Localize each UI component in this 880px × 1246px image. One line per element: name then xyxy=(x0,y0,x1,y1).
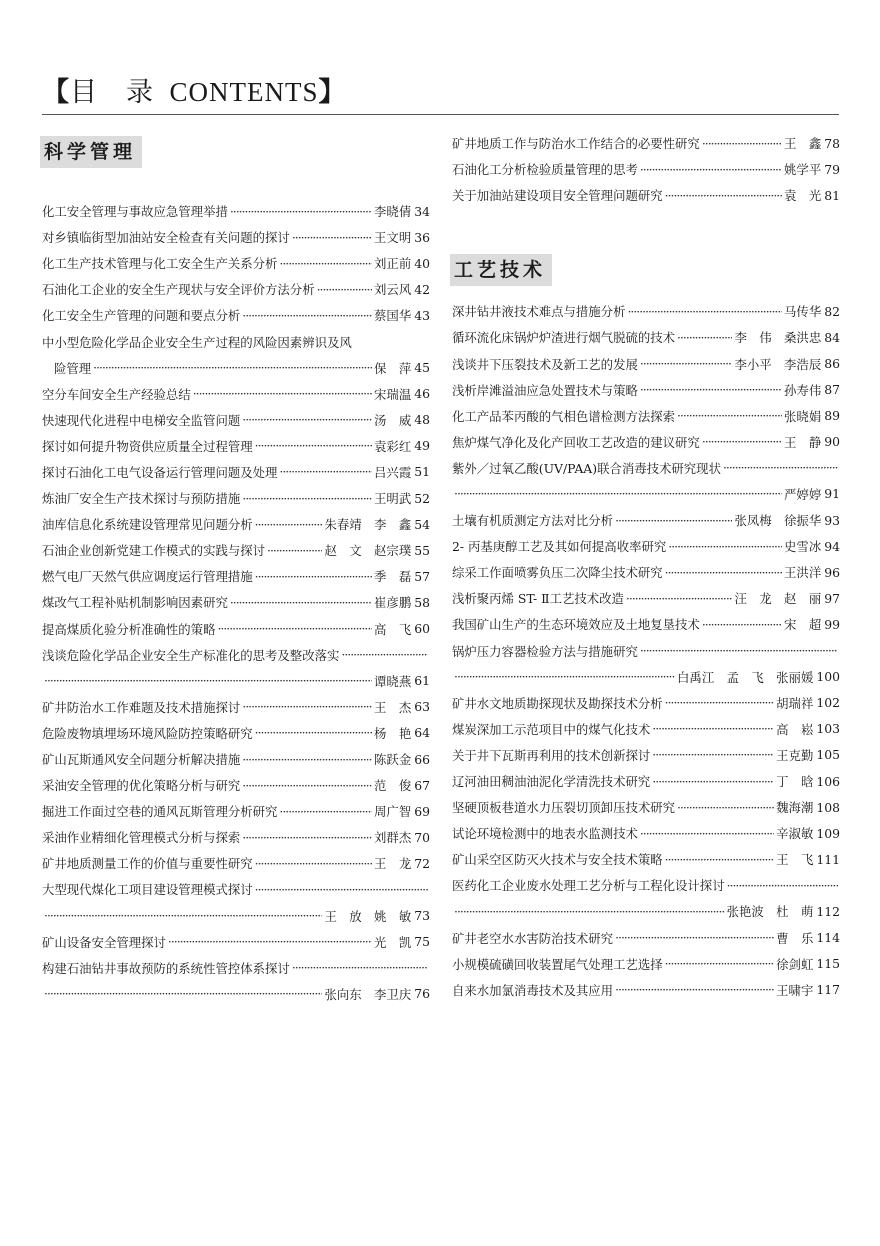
entry-title: 矿山设备安全管理探讨 xyxy=(42,934,166,950)
entry-page: 114 xyxy=(816,930,840,946)
dot-leader xyxy=(242,752,372,767)
entry-page: 43 xyxy=(414,307,430,323)
entry-authors: 张向东 李卫庆 xyxy=(324,986,412,1002)
entry-page: 100 xyxy=(816,669,840,685)
entry-authors: 蔡国华 xyxy=(374,308,412,324)
entry-page: 106 xyxy=(816,773,840,789)
entry-page: 93 xyxy=(824,512,840,528)
entry-authors: 刘正前 xyxy=(374,256,412,272)
toc-entry[interactable] xyxy=(452,951,840,977)
entry-page: 45 xyxy=(414,360,430,376)
entry-title: 锅炉压力容器检验方法与措施研究 xyxy=(452,643,638,659)
entry-authors: 季 磊 xyxy=(374,569,412,585)
dot-leader xyxy=(665,956,775,971)
entry-authors: 魏海潮 xyxy=(776,800,814,816)
entry-title: 浅谈井下压裂技术及新工艺的发展 xyxy=(452,356,638,372)
entry-title: 中小型危险化学品企业安全生产过程的风险因素辨识及风 xyxy=(42,334,352,350)
toc-entry[interactable] xyxy=(452,403,840,429)
toc-entry[interactable] xyxy=(452,182,840,208)
toc-entry[interactable] xyxy=(42,328,430,354)
dot-leader xyxy=(677,408,782,423)
entry-page: 63 xyxy=(414,699,430,715)
dot-leader xyxy=(454,904,725,919)
toc-entry[interactable] xyxy=(452,507,840,533)
bracket-open: 【 xyxy=(42,77,70,107)
entry-title: 我国矿山生产的生态环境效应及土地复垦技术 xyxy=(452,617,700,633)
entry-page: 81 xyxy=(824,187,840,203)
entry-page: 111 xyxy=(816,851,840,867)
entry-page: 48 xyxy=(414,412,430,428)
entry-title: 小规模硫磺回收装置尾气处理工艺选择 xyxy=(452,956,663,972)
dot-leader xyxy=(217,621,372,636)
entry-title: 煤改气工程补贴机制影响因素研究 xyxy=(42,595,228,611)
toc-entry[interactable] xyxy=(452,298,840,324)
dot-leader xyxy=(193,386,372,401)
entry-title: 炼油厂安全生产技术探讨与预防措施 xyxy=(42,491,241,507)
entry-authors: 张凤梅 徐振华 xyxy=(734,513,822,529)
entry-page: 89 xyxy=(824,408,840,424)
entry-authors: 孙寿伟 xyxy=(784,382,822,398)
entry-title: 综采工作面喷雾负压二次降尘技术研究 xyxy=(452,565,663,581)
entry-authors: 马传华 xyxy=(784,304,822,320)
section-heading-science-management: 科学管理 xyxy=(40,136,142,168)
entry-page: 49 xyxy=(414,438,430,454)
toc-entry[interactable] xyxy=(42,563,430,589)
dot-leader xyxy=(615,982,774,997)
entry-title: 化工生产技术管理与化工安全生产关系分析 xyxy=(42,256,278,272)
entry-page: 61 xyxy=(414,673,430,689)
toc-entry[interactable] xyxy=(452,977,840,1003)
entry-title: 采油作业精细化管理模式分析与探索 xyxy=(42,830,241,846)
toc-entry[interactable] xyxy=(42,355,430,381)
entry-page: 117 xyxy=(816,982,840,998)
dot-leader xyxy=(44,908,322,923)
toc-entry[interactable] xyxy=(452,350,840,376)
entry-authors: 吕兴霞 xyxy=(374,464,412,480)
entry-page: 64 xyxy=(414,725,430,741)
entry-page: 76 xyxy=(414,986,430,1002)
entry-page: 103 xyxy=(816,721,840,737)
toc-entry[interactable] xyxy=(42,981,430,1007)
entry-authors: 王 放 姚 敏 xyxy=(324,908,412,924)
entry-authors: 刘云风 xyxy=(374,282,412,298)
entry-page: 86 xyxy=(824,356,840,372)
dot-leader xyxy=(665,852,775,867)
dot-leader xyxy=(640,382,782,397)
entry-authors: 王 鑫 xyxy=(784,136,822,152)
entry-page: 82 xyxy=(824,303,840,319)
entry-title: 空分车间安全生产经验总结 xyxy=(42,386,191,402)
toc-entry[interactable] xyxy=(452,324,840,350)
entry-title: 快速现代化进程中电梯安全监管问题 xyxy=(42,412,241,428)
entry-authors: 袁 光 xyxy=(784,188,822,204)
dot-leader xyxy=(242,830,372,845)
dot-leader xyxy=(668,539,782,554)
toc-entry[interactable] xyxy=(42,250,430,276)
entry-title: 自来水加氯消毒技术及其应用 xyxy=(452,982,614,998)
entry-title: 大型现代煤化工项目建设管理模式探讨 xyxy=(42,882,253,898)
title-cn: 目 录 xyxy=(70,77,154,107)
toc-entry[interactable] xyxy=(42,850,430,876)
dot-leader xyxy=(255,856,372,871)
dot-leader xyxy=(292,230,372,245)
toc-entry[interactable] xyxy=(452,559,840,585)
entry-title: 焦炉煤气净化及化产回收工艺改造的建议研究 xyxy=(452,434,700,450)
dot-leader xyxy=(279,256,372,271)
entry-authors: 杨 艳 xyxy=(374,725,412,741)
entry-page: 102 xyxy=(816,695,840,711)
entry-page: 109 xyxy=(816,825,840,841)
dot-leader xyxy=(242,699,372,714)
toc-entry[interactable] xyxy=(452,377,840,403)
entry-page: 51 xyxy=(414,464,430,480)
entry-page: 108 xyxy=(816,799,840,815)
entry-page: 34 xyxy=(414,203,430,219)
dot-leader xyxy=(317,282,372,297)
entry-page: 42 xyxy=(414,281,430,297)
entry-authors: 宋瑞温 xyxy=(374,386,412,402)
toc-entry[interactable] xyxy=(452,664,840,690)
dot-leader xyxy=(44,986,322,1001)
entry-title: 循环流化床锅炉炉渣进行烟气脱硫的技术 xyxy=(452,330,676,346)
entry-page: 57 xyxy=(414,568,430,584)
dot-leader xyxy=(702,136,782,151)
entry-title: 掘进工作面过空巷的通风瓦斯管理分析研究 xyxy=(42,804,278,820)
entry-page: 54 xyxy=(414,516,430,532)
entry-page: 72 xyxy=(414,855,430,871)
entry-title: 提高煤质化验分析准确性的策略 xyxy=(42,621,216,637)
dot-leader xyxy=(267,543,322,558)
dot-leader xyxy=(292,960,428,975)
entry-page: 94 xyxy=(824,538,840,554)
entry-authors: 周广智 xyxy=(374,804,412,820)
entry-authors: 李晓倩 xyxy=(374,204,412,220)
entry-title: 采油安全管理的优化策略分析与研究 xyxy=(42,778,241,794)
dot-leader xyxy=(640,356,733,371)
toc-entry[interactable] xyxy=(42,694,430,720)
entry-authors: 高 崧 xyxy=(776,721,814,737)
dot-leader xyxy=(279,464,372,479)
left-entry-list xyxy=(42,198,430,1007)
toc-entry[interactable] xyxy=(42,302,430,328)
entry-authors: 徐剑虹 xyxy=(776,956,814,972)
toc-entry[interactable] xyxy=(42,955,430,981)
toc-entry[interactable] xyxy=(42,798,430,824)
entry-authors: 王 飞 xyxy=(776,852,814,868)
dot-leader xyxy=(454,486,782,501)
toc-entry[interactable] xyxy=(452,481,840,507)
dot-leader xyxy=(230,204,372,219)
section-heading-process-technology: 工艺技术 xyxy=(450,254,552,286)
entry-title: 关于加油站建设项目安全管理问题研究 xyxy=(452,188,663,204)
entry-authors: 王文明 xyxy=(374,230,412,246)
dot-leader xyxy=(341,647,428,662)
entry-title: 2- 丙基庚醇工艺及其如何提高收率研究 xyxy=(452,539,667,555)
dot-leader xyxy=(255,438,372,453)
dot-leader xyxy=(93,360,372,375)
toc-entry[interactable] xyxy=(42,720,430,746)
entry-authors: 张晓娟 xyxy=(784,408,822,424)
dot-leader xyxy=(242,491,372,506)
entry-authors: 王 杰 xyxy=(374,699,412,715)
bracket-close: 】 xyxy=(318,77,347,107)
toc-entry[interactable] xyxy=(452,611,840,637)
entry-title: 坚硬顶板巷道水力压裂切顶卸压技术研究 xyxy=(452,800,676,816)
dot-leader xyxy=(723,460,838,475)
toc-entry[interactable] xyxy=(452,638,840,664)
dot-leader xyxy=(627,304,782,319)
entry-authors: 赵 文 赵宗璞 xyxy=(324,543,412,559)
dot-leader xyxy=(242,778,372,793)
entry-title: 矿井地质测量工作的价值与重要性研究 xyxy=(42,856,253,872)
dot-leader xyxy=(255,882,428,897)
entry-authors: 宋 超 xyxy=(784,617,822,633)
dot-leader xyxy=(230,595,372,610)
entry-authors: 王洪洋 xyxy=(784,565,822,581)
toc-entry[interactable] xyxy=(452,846,840,872)
entry-authors: 王 龙 xyxy=(374,856,412,872)
entry-page: 105 xyxy=(816,747,840,763)
entry-page: 66 xyxy=(414,751,430,767)
dot-leader xyxy=(677,800,774,815)
toc-entry[interactable] xyxy=(42,876,430,902)
toc-entry[interactable] xyxy=(42,589,430,615)
toc-entry[interactable] xyxy=(452,455,840,481)
toc-entry[interactable] xyxy=(452,742,840,768)
entry-authors: 王 静 xyxy=(784,434,822,450)
toc-entry[interactable] xyxy=(452,794,840,820)
toc-entry[interactable] xyxy=(42,276,430,302)
entry-title: 辽河油田稠油油泥化学清洗技术研究 xyxy=(452,774,651,790)
entry-title: 石油企业创新党建工作模式的实践与探讨 xyxy=(42,543,266,559)
entry-title: 险管理 xyxy=(54,360,92,376)
entry-authors: 胡瑞祥 xyxy=(776,695,814,711)
entry-authors: 白禹江 孟 飞 张丽媛 xyxy=(677,669,814,685)
title-divider xyxy=(42,114,839,115)
entry-title: 矿井防治水工作难题及技术措施探讨 xyxy=(42,699,241,715)
dot-leader xyxy=(640,643,838,658)
dot-leader xyxy=(242,412,372,427)
entry-authors: 袁彩红 xyxy=(374,438,412,454)
dot-leader xyxy=(665,695,775,710)
entry-authors: 刘群杰 xyxy=(374,830,412,846)
entry-title: 矿井地质工作与防治水工作结合的必要性研究 xyxy=(452,136,700,152)
title-en: CONTENTS xyxy=(169,77,319,107)
entry-title: 矿山瓦斯通风安全问题分析解决措施 xyxy=(42,752,241,768)
entry-page: 99 xyxy=(824,616,840,632)
entry-page: 87 xyxy=(824,382,840,398)
entry-title: 深井钻井液技术难点与措施分析 xyxy=(452,304,626,320)
dot-leader xyxy=(652,774,774,789)
entry-title: 探讨石油化工电气设备运行管理问题及处理 xyxy=(42,464,278,480)
toc-entry[interactable] xyxy=(42,433,430,459)
toc-entry[interactable] xyxy=(452,585,840,611)
entry-page: 112 xyxy=(816,903,840,919)
entry-authors: 光 凯 xyxy=(374,934,412,950)
toc-entry[interactable] xyxy=(42,929,430,955)
entry-page: 36 xyxy=(414,229,430,245)
entry-title: 石油化工企业的安全生产现状与安全评价方法分析 xyxy=(42,282,315,298)
toc-entry[interactable] xyxy=(42,668,430,694)
left-column xyxy=(42,130,430,1007)
entry-authors: 崔彦鹏 xyxy=(374,595,412,611)
toc-entry[interactable] xyxy=(42,537,430,563)
right-entry-list xyxy=(452,298,840,1003)
dot-leader xyxy=(255,725,372,740)
dot-leader xyxy=(727,878,838,893)
entry-title: 石油化工分析检验质量管理的思考 xyxy=(452,162,638,178)
toc-entry[interactable] xyxy=(42,485,430,511)
entry-authors: 汤 威 xyxy=(374,412,412,428)
entry-page: 79 xyxy=(824,161,840,177)
toc-entry[interactable] xyxy=(452,925,840,951)
dot-leader xyxy=(615,930,774,945)
right-column xyxy=(452,130,840,1003)
entry-page: 55 xyxy=(414,542,430,558)
entry-page: 46 xyxy=(414,386,430,402)
toc-entry[interactable] xyxy=(42,824,430,850)
entry-page: 75 xyxy=(414,934,430,950)
entry-authors: 张艳波 杜 萌 xyxy=(726,904,814,920)
entry-authors: 王明武 xyxy=(374,491,412,507)
entry-authors: 陈跃金 xyxy=(374,752,412,768)
toc-entry[interactable] xyxy=(42,616,430,642)
toc-entry[interactable] xyxy=(452,533,840,559)
dot-leader xyxy=(626,591,733,606)
dot-leader xyxy=(665,565,782,580)
dot-leader xyxy=(255,569,372,584)
entry-page: 91 xyxy=(824,486,840,502)
dot-leader xyxy=(242,308,372,323)
dot-leader xyxy=(615,513,732,528)
toc-entry[interactable] xyxy=(452,872,840,898)
entry-page: 67 xyxy=(414,777,430,793)
entry-title: 矿井老空水水害防治技术研究 xyxy=(452,930,614,946)
toc-entry[interactable] xyxy=(42,224,430,250)
entry-authors: 史雪冰 xyxy=(784,539,822,555)
toc-entry[interactable] xyxy=(452,690,840,716)
dot-leader xyxy=(255,517,323,532)
dot-leader xyxy=(640,162,782,177)
entry-page: 40 xyxy=(414,255,430,271)
entry-title: 危险废物填埋场环境风险防控策略研究 xyxy=(42,725,253,741)
toc-entry[interactable] xyxy=(42,903,430,929)
entry-page: 52 xyxy=(414,490,430,506)
entry-page: 58 xyxy=(414,594,430,610)
entry-title: 对乡镇临街型加油站安全检查有关问题的探讨 xyxy=(42,230,290,246)
entry-title: 试论环境检测中的地表水监测技术 xyxy=(452,826,638,842)
toc-entry[interactable] xyxy=(452,716,840,742)
entry-title: 土壤有机质测定方法对比分析 xyxy=(452,513,614,529)
entry-authors: 汪 龙 赵 丽 xyxy=(734,591,822,607)
entry-title: 化工安全管理与事故应急管理举措 xyxy=(42,204,228,220)
entry-title: 构建石油钻井事故预防的系统性管控体系探讨 xyxy=(42,960,290,976)
entry-page: 96 xyxy=(824,564,840,580)
entry-title: 油库信息化系统建设管理常见问题分析 xyxy=(42,517,253,533)
entry-authors: 王克勤 xyxy=(776,747,814,763)
entry-page: 78 xyxy=(824,135,840,151)
dot-leader xyxy=(168,934,372,949)
entry-authors: 李小平 李浩辰 xyxy=(734,356,822,372)
dot-leader xyxy=(640,826,774,841)
toc-entry[interactable] xyxy=(42,642,430,668)
entry-page: 60 xyxy=(414,621,430,637)
dot-leader xyxy=(665,188,782,203)
toc-entry[interactable] xyxy=(42,459,430,485)
toc-entry[interactable] xyxy=(42,746,430,772)
toc-entry[interactable] xyxy=(452,156,840,182)
toc-entry[interactable] xyxy=(42,407,430,433)
entry-page: 73 xyxy=(414,908,430,924)
dot-leader xyxy=(44,673,372,688)
toc-entry[interactable] xyxy=(42,198,430,224)
entry-page: 84 xyxy=(824,329,840,345)
entry-authors: 曹 乐 xyxy=(776,930,814,946)
toc-entry[interactable] xyxy=(42,381,430,407)
entry-authors: 丁 晗 xyxy=(776,774,814,790)
entry-authors: 辛淑敏 xyxy=(776,826,814,842)
entry-title: 煤炭深加工示范项目中的煤气化技术 xyxy=(452,721,651,737)
toc-entry[interactable] xyxy=(452,820,840,846)
entry-title: 浅析聚丙烯 ST- Ⅱ工艺技术改造 xyxy=(452,591,624,607)
entry-title: 化工产品苯丙酸的气相色谱检测方法探索 xyxy=(452,408,676,424)
entry-title: 紫外／过氧乙酸(UV/PAA)联合消毒技术研究现状 xyxy=(452,460,721,476)
entry-title: 燃气电厂天然气供应调度运行管理措施 xyxy=(42,569,253,585)
entry-authors: 朱春靖 李 鑫 xyxy=(324,517,412,533)
entry-authors: 保 萍 xyxy=(374,360,412,376)
entry-page: 90 xyxy=(824,434,840,450)
entry-authors: 谭晓燕 xyxy=(374,673,412,689)
entry-authors: 高 飞 xyxy=(374,621,412,637)
entry-title: 浅析岸滩溢油应急处置技术与策略 xyxy=(452,382,638,398)
entry-title: 化工安全生产管理的问题和要点分析 xyxy=(42,308,241,324)
dot-leader xyxy=(652,747,774,762)
toc-entry[interactable] xyxy=(42,511,430,537)
dot-leader xyxy=(677,330,732,345)
dot-leader xyxy=(702,617,782,632)
entry-page: 115 xyxy=(816,956,840,972)
dot-leader xyxy=(652,721,774,736)
entry-authors: 范 俊 xyxy=(374,778,412,794)
entry-title: 矿山采空区防灭火技术与安全技术策略 xyxy=(452,852,663,868)
entry-authors: 姚学平 xyxy=(784,162,822,178)
toc-entry[interactable] xyxy=(452,130,840,156)
dot-leader xyxy=(279,804,372,819)
toc-entry[interactable] xyxy=(42,772,430,798)
entry-page: 97 xyxy=(824,590,840,606)
dot-leader xyxy=(702,434,782,449)
entry-authors: 严婷婷 xyxy=(784,486,822,502)
entry-title: 关于井下瓦斯再利用的技术创新探讨 xyxy=(452,747,651,763)
toc-title xyxy=(42,70,347,109)
entry-page: 69 xyxy=(414,803,430,819)
entry-authors: 李 伟 桑洪忠 xyxy=(734,330,822,346)
toc-entry[interactable] xyxy=(452,429,840,455)
entry-authors: 王啸宇 xyxy=(776,982,814,998)
entry-title: 探讨如何提升物资供应质量全过程管理 xyxy=(42,438,253,454)
toc-entry[interactable] xyxy=(452,768,840,794)
entry-page: 70 xyxy=(414,829,430,845)
toc-entry[interactable] xyxy=(452,898,840,924)
right-top-entry-list xyxy=(452,130,840,208)
entry-title: 浅谈危险化学品企业安全生产标准化的思考及整改落实 xyxy=(42,647,340,663)
dot-leader xyxy=(454,669,675,684)
entry-title: 医药化工企业废水处理工艺分析与工程化设计探讨 xyxy=(452,878,725,894)
entry-title: 矿井水文地质勘探现状及勘探技术分析 xyxy=(452,695,663,711)
